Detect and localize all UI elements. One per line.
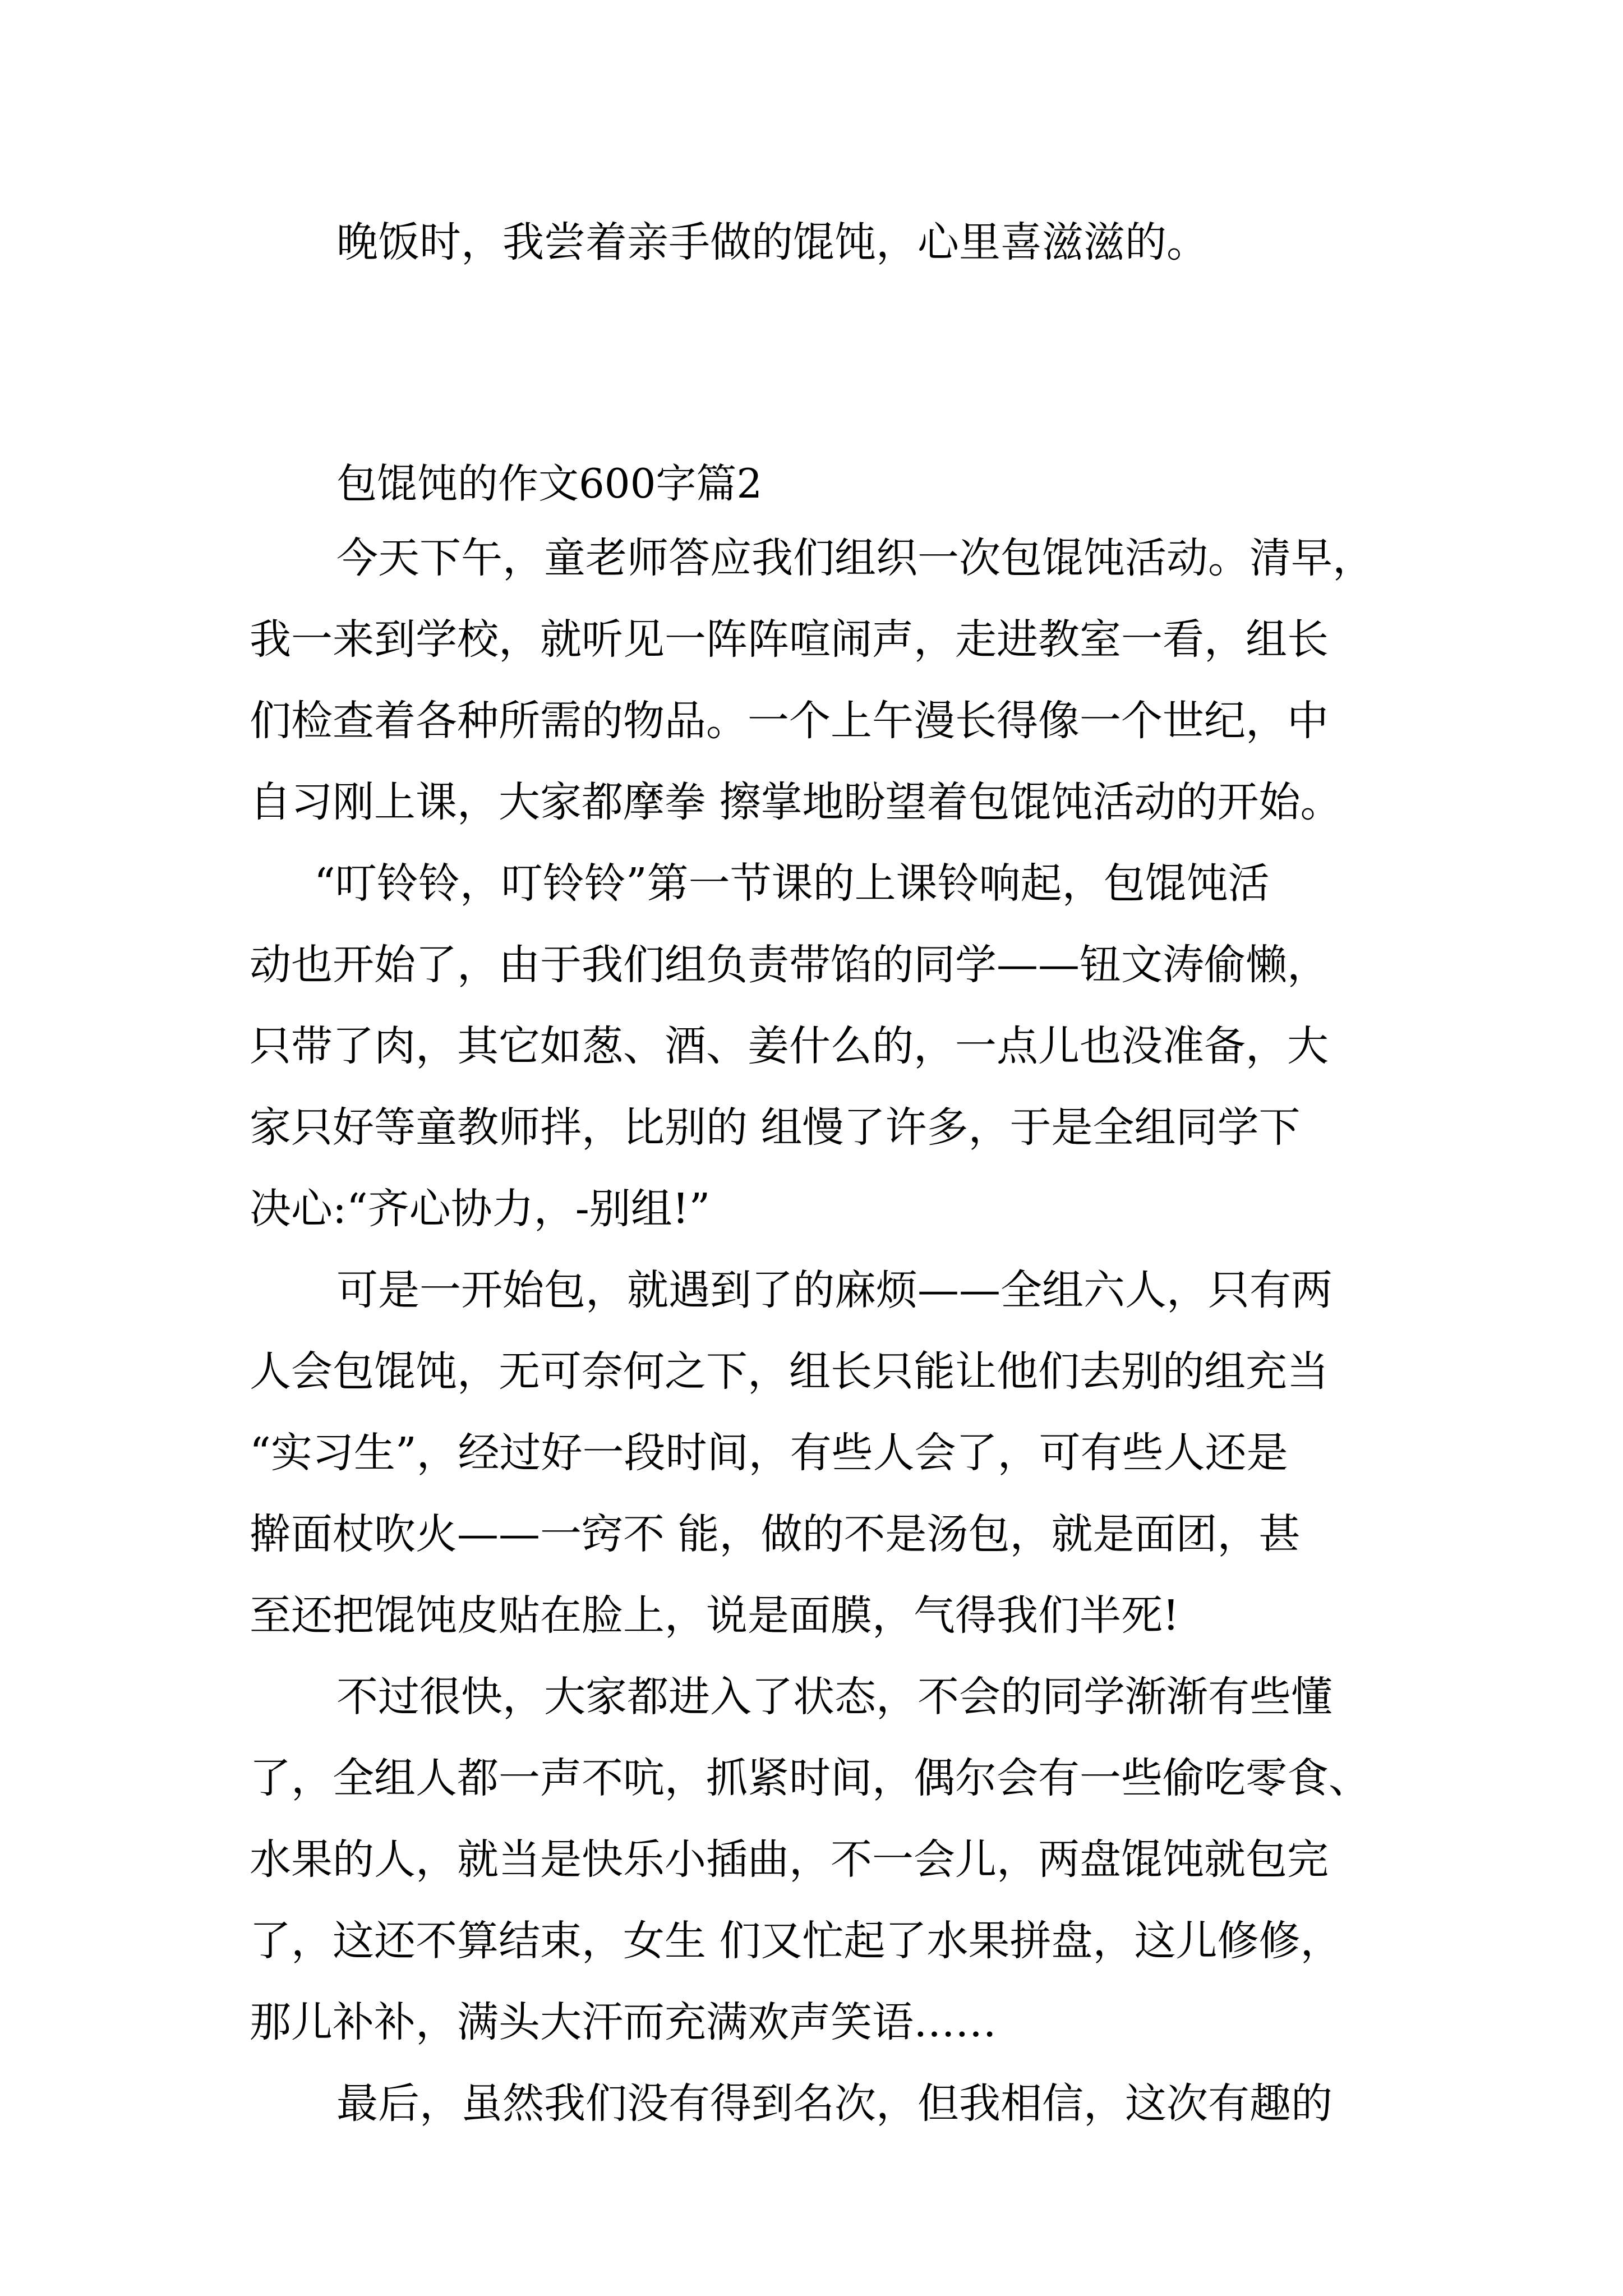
paragraph-line: 至还把馄饨皮贴在脸上，说是面膜，气得我们半死!	[250, 1591, 1179, 1640]
paragraph-line: 了，这还不算结束，女生 们又忙起了水果拼盘，这儿修修，	[250, 1917, 1342, 1965]
paragraph-line: 动也开始了，由于我们组负责带馅的同学——钮文涛偷懒，	[250, 941, 1329, 989]
paragraph-line: “实习生”，经过好一段时间，有些人会了，可有些人还是	[250, 1429, 1288, 1477]
intro-line: 晚饭时，我尝着亲手做的馄饨，心里喜滋滋的。	[336, 218, 1208, 266]
paragraph-line: 只带了肉，其它如葱、酒、姜什么的，一点儿也没准备，大	[250, 1022, 1329, 1070]
paragraph-line: 了，全组人都一声不吭，抓紧时间，偶尔会有一些偷吃零食、	[250, 1754, 1370, 1802]
paragraph-line: 可是一开始包，就遇到了的麻烦——全组六人，只有两	[336, 1266, 1332, 1314]
paragraph-line: 今天下午，童老师答应我们组织一次包馄饨活动。清早，	[336, 534, 1374, 582]
paragraph-line: “叮铃铃，叮铃铃”第一节课的上课铃响起，包馄饨活	[314, 859, 1270, 908]
paragraph-line: 最后，虽然我们没有得到名次，但我相信，这次有趣的	[336, 2079, 1332, 2128]
paragraph-line: 们检查着各种所需的物品。一个上午漫长得像一个世纪，中	[250, 697, 1329, 745]
paragraph-line: 擀面杖吹火——一窍不 能，做的不是汤包，就是面团，甚	[250, 1510, 1301, 1558]
paragraph-line: 决心:“齐心协力，-别组!”	[250, 1185, 711, 1233]
paragraph-line: 家只好等童教师拌，比别的 组慢了许多，于是全组同学下	[250, 1103, 1301, 1152]
paragraph-line: 我一来到学校，就听见一阵阵喧闹声，走进教室一看，组长	[250, 615, 1329, 664]
paragraph-line: 不过很快，大家都进入了状态，不会的同学渐渐有些懂	[336, 1673, 1332, 1721]
paragraph-line: 那儿补补，满头大汗而充满欢声笑语……	[250, 1998, 997, 2046]
paragraph-line: 水果的人，就当是快乐小插曲，不一会儿，两盘馄饨就包完	[250, 1835, 1329, 1884]
section-heading: 包馄饨的作文600字篇2	[336, 460, 763, 507]
paragraph-line: 自习刚上课，大家都摩拳 擦掌地盼望着包馄饨活动的开始。	[250, 778, 1342, 826]
paragraph-line: 人会包馄饨，无可奈何之下，组长只能让他们去别的组充当	[250, 1347, 1329, 1396]
